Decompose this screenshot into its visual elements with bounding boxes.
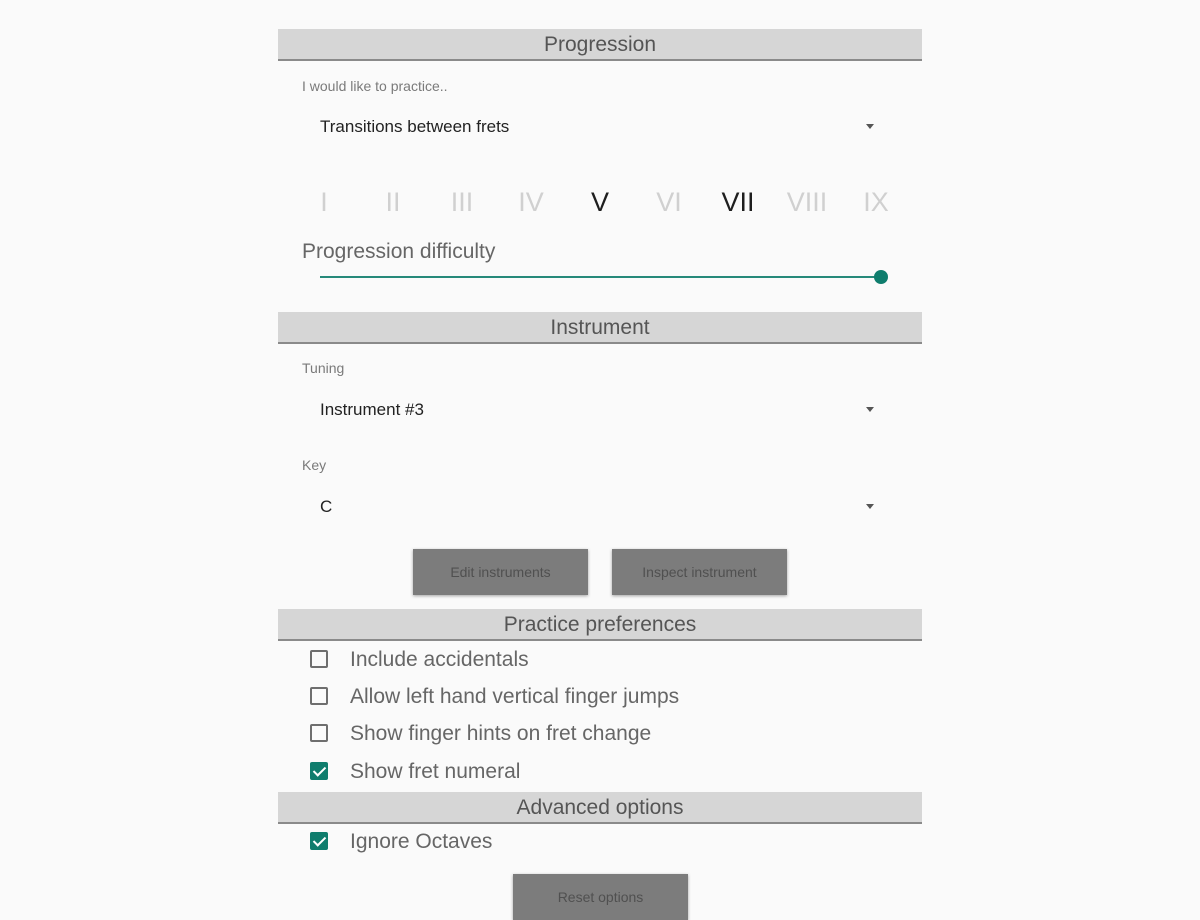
practice-dropdown-value: Transitions between frets [320,117,510,136]
dropdown-arrow-icon [866,124,874,129]
settings-panel [278,0,922,905]
practice-dropdown[interactable] [320,111,880,143]
dropdown-arrow-icon [866,504,874,509]
tuning-dropdown[interactable] [320,394,880,426]
ignore-octaves-option[interactable] [308,827,908,857]
numeral-iv[interactable]: IV [518,187,544,217]
finger-hints-label: Show finger hints on fret change [350,722,652,745]
key-dropdown-value: C [320,497,333,516]
tuning-label: Tuning [302,360,345,376]
include-accidentals-label: Include accidentals [350,648,529,671]
key-dropdown[interactable] [320,491,880,523]
finger-hints-option[interactable] [308,719,908,749]
numeral-viii[interactable]: VIII [786,187,828,217]
numeral-selector [278,182,922,222]
tuning-dropdown-value: Instrument #3 [320,400,424,419]
vertical-finger-jumps-label: Allow left hand vertical finger jumps [350,685,680,708]
show-fret-numeral-checkbox[interactable] [310,762,328,780]
edit-instruments-button[interactable]: Edit instruments [413,549,588,595]
inspect-instrument-button[interactable]: Inspect instrument [612,549,787,595]
numeral-i[interactable]: I [320,187,328,217]
numeral-ii[interactable]: II [385,187,401,217]
vertical-finger-jumps-option[interactable] [308,682,908,712]
key-label: Key [302,457,327,473]
show-fret-numeral-label: Show fret numeral [350,760,521,783]
include-accidentals-option[interactable] [308,645,908,675]
dropdown-arrow-icon [866,407,874,412]
numeral-vii[interactable]: VII [721,187,755,217]
show-fret-numeral-option[interactable] [308,757,908,787]
difficulty-slider-thumb[interactable] [874,270,888,284]
difficulty-slider-track[interactable] [320,276,880,278]
numeral-vi[interactable]: VI [656,187,682,217]
advanced-options-header: Advanced options [278,792,922,824]
practice-label: I would like to practice.. [302,78,448,94]
ignore-octaves-checkbox[interactable] [310,832,328,850]
progression-header: Progression [278,29,922,61]
vertical-finger-jumps-checkbox[interactable] [310,687,328,705]
numeral-v[interactable]: V [590,187,609,217]
ignore-octaves-label: Ignore Octaves [350,830,493,853]
difficulty-label: Progression difficulty [302,240,496,263]
finger-hints-checkbox[interactable] [310,724,328,742]
include-accidentals-checkbox[interactable] [310,650,328,668]
practice-preferences-header: Practice preferences [278,609,922,641]
numeral-ix[interactable]: IX [863,187,889,217]
numeral-iii[interactable]: III [450,187,474,217]
reset-options-button[interactable]: Reset options [513,874,688,920]
instrument-header: Instrument [278,312,922,344]
